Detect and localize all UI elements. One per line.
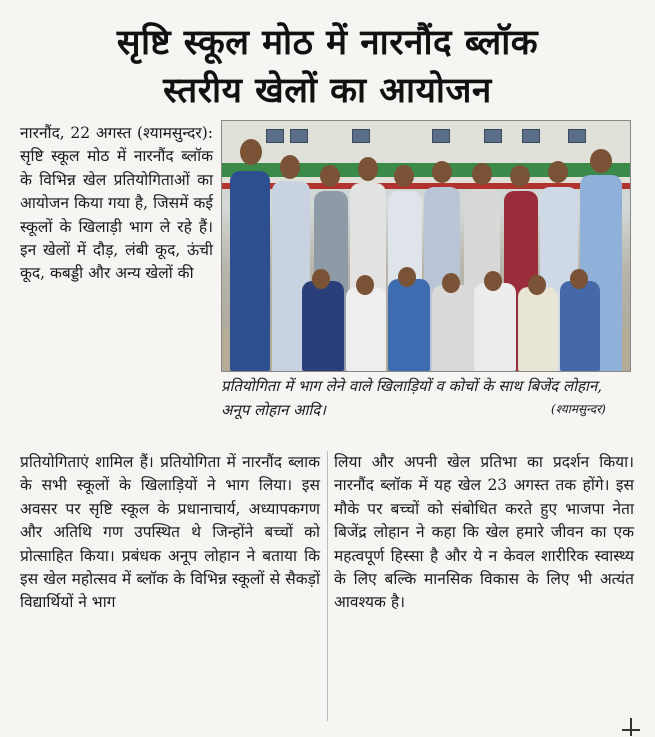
photo-credit: (श्यामसुन्दर) bbox=[551, 402, 606, 416]
headline-line-1: सृष्टि स्कूल मोठ में नारनौंद ब्लॉक bbox=[116, 23, 539, 63]
photo-caption: प्रतियोगिता में भाग लेने वाले खिलाड़ियों व कोचों के साथ बिजेंद लोहान, अनूप लोहान आदि। bbox=[221, 377, 603, 419]
article-column-2: लिया और अपनी खेल प्रतिभा का प्रदर्शन किया। नारनौंद ब्लॉक में यह खेल 23 अगस्त तक होंगे। इस मौके पर बच्चों को संबोधित करते हुए भाजपा नेता बिजेंद्र लोहान ने कहा कि खेल हमारे जीवन का एक महत्वपूर्ण हिस्सा है और ये न केवल शारीरिक स्वास्थ्य के लिए बल्कि मानसिक विकास के लिए भी अत्यंत आवश्यक है। bbox=[334, 453, 634, 612]
crop-mark bbox=[622, 718, 640, 736]
group-photo bbox=[221, 120, 631, 372]
article-column-1-top: नारनौंद, 22 अगस्त (श्यामसुन्दर): सृष्टि स्कूल मोठ में नारनौंद ब्लॉक के विभिन्न खेल प्रतियोगिताओं का आयोजन किया गया है, जिसमें कई स्कूलों के खिलाड़ी भाग ले रहे हैं। इन खेलों में दौड़, लंबी कूद, ऊंची कूद, कबड्डी और अन्य खेलों की bbox=[20, 124, 213, 283]
school-building bbox=[222, 121, 630, 189]
headline-line-2: स्तरीय खेलों का आयोजन bbox=[163, 71, 492, 111]
article-column-1-bottom: प्रतियोगिताएं शामिल हैं। प्रतियोगिता में नारनौंद ब्लाक के सभी स्कूलों के खिलाड़ियों ने भाग लिया। इस अवसर पर सृष्टि स्कूल के प्रधानाचार्य, अध्यापकगण और अतिथि गण उपस्थित थे जिन्होंने बच्चों को प्रोत्साहित किया। प्रबंधक अनूप लोहान ने बताया कि इस खेल महोत्सव में ब्लॉक के विभिन्न स्कूलों से सैकड़ों विद्यार्थियों ने भाग bbox=[20, 453, 320, 612]
column-divider bbox=[327, 451, 328, 721]
